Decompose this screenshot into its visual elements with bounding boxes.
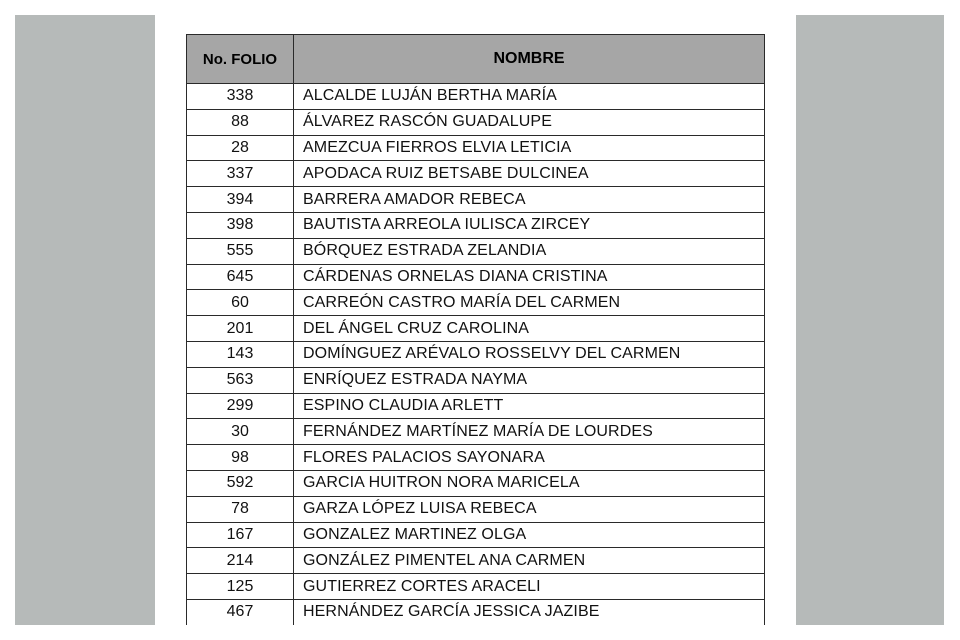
folio-cell: 98 [187,445,294,471]
nombre-cell: DEL ÁNGEL CRUZ CAROLINA [294,316,765,342]
table-row [187,316,765,342]
folio-cell: 398 [187,212,294,238]
table-row [187,187,765,213]
nombre-cell: BAUTISTA ARREOLA IULISCA ZIRCEY [294,212,765,238]
table-row [187,470,765,496]
folio-cell: 337 [187,161,294,187]
folio-cell: 28 [187,135,294,161]
nombre-cell: BARRERA AMADOR REBECA [294,187,765,213]
folio-cell: 125 [187,574,294,600]
left-margin-panel [15,15,155,625]
nombre-cell: ÁLVAREZ RASCÓN GUADALUPE [294,109,765,135]
folio-cell: 201 [187,316,294,342]
document-page [155,0,795,640]
table-row [187,445,765,471]
folio-cell: 394 [187,187,294,213]
nombre-cell: FLORES PALACIOS SAYONARA [294,445,765,471]
nombre-cell: BÓRQUEZ ESTRADA ZELANDIA [294,238,765,264]
nombre-cell: DOMÍNGUEZ ARÉVALO ROSSELVY DEL CARMEN [294,341,765,367]
table-row [187,212,765,238]
nombre-cell: ENRÍQUEZ ESTRADA NAYMA [294,367,765,393]
table-row [187,238,765,264]
table-row [187,393,765,419]
table-row [187,135,765,161]
folio-table [186,34,765,625]
folio-cell: 88 [187,109,294,135]
folio-cell: 592 [187,470,294,496]
nombre-cell: GONZÁLEZ PIMENTEL ANA CARMEN [294,548,765,574]
nombre-cell: CÁRDENAS ORNELAS DIANA CRISTINA [294,264,765,290]
table-row [187,264,765,290]
folio-cell: 30 [187,419,294,445]
table-row [187,496,765,522]
nombre-cell: HERNÁNDEZ GARCÍA JESSICA JAZIBE [294,599,765,624]
folio-cell: 167 [187,522,294,548]
table-row [187,341,765,367]
table-row [187,367,765,393]
nombre-cell: ESPINO CLAUDIA ARLETT [294,393,765,419]
right-margin-panel [796,15,944,625]
header-row [187,35,765,84]
nombre-cell: ALCALDE LUJÁN BERTHA MARÍA [294,84,765,110]
header-folio: No. FOLIO [187,35,294,84]
nombre-cell: AMEZCUA FIERROS ELVIA LETICIA [294,135,765,161]
nombre-cell: GARCIA HUITRON NORA MARICELA [294,470,765,496]
folio-cell: 214 [187,548,294,574]
table-row [187,290,765,316]
folio-cell: 645 [187,264,294,290]
folio-cell: 555 [187,238,294,264]
folio-cell: 467 [187,599,294,624]
table-row [187,109,765,135]
table-row [187,522,765,548]
folio-cell: 78 [187,496,294,522]
header-nombre: NOMBRE [294,35,765,84]
folio-cell: 563 [187,367,294,393]
table-row [187,419,765,445]
nombre-cell: GONZALEZ MARTINEZ OLGA [294,522,765,548]
table-row [187,548,765,574]
folio-cell: 60 [187,290,294,316]
nombre-cell: FERNÁNDEZ MARTÍNEZ MARÍA DE LOURDES [294,419,765,445]
nombre-cell: APODACA RUIZ BETSABE DULCINEA [294,161,765,187]
table-body [187,84,765,625]
table-row [187,574,765,600]
folio-cell: 143 [187,341,294,367]
nombre-cell: GARZA LÓPEZ LUISA REBECA [294,496,765,522]
folio-cell: 338 [187,84,294,110]
table-row [187,161,765,187]
folio-cell: 299 [187,393,294,419]
nombre-cell: GUTIERREZ CORTES ARACELI [294,574,765,600]
table-row [187,84,765,110]
table-row [187,599,765,624]
nombre-cell: CARREÓN CASTRO MARÍA DEL CARMEN [294,290,765,316]
table-header [187,35,765,84]
